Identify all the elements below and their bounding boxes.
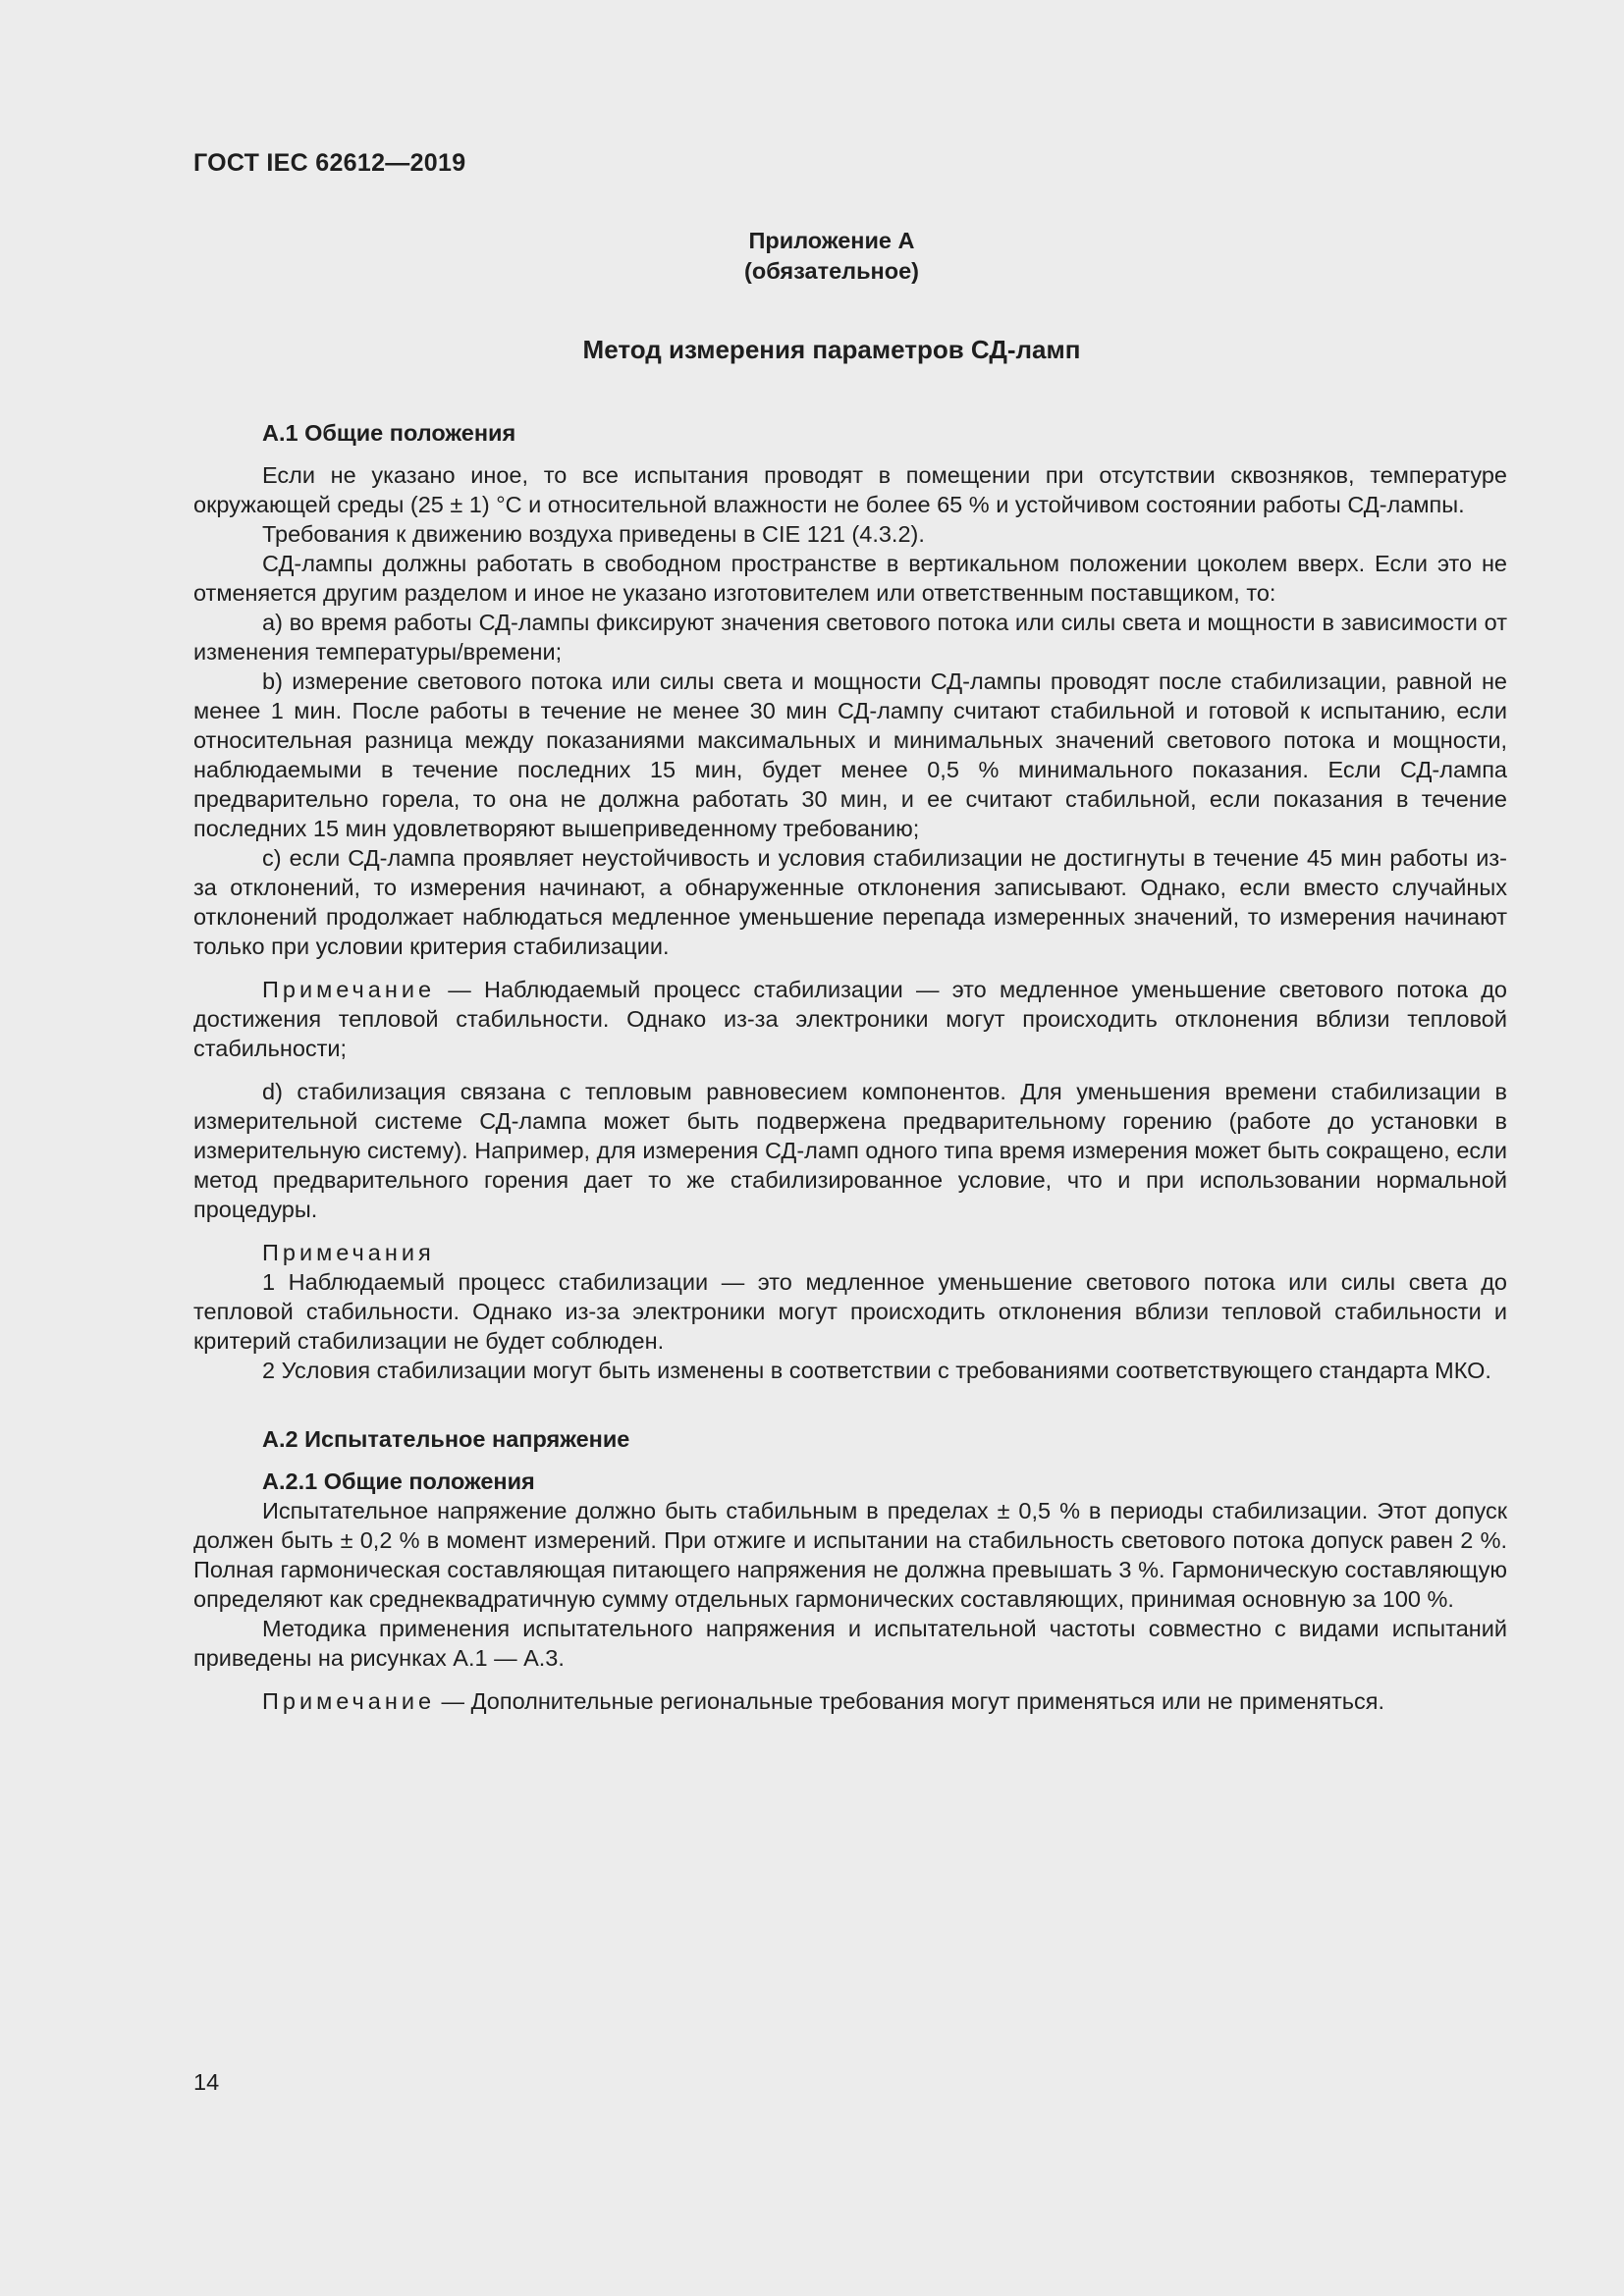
annex-status: (обязательное)	[744, 258, 919, 284]
list-item-d: d) стабилизация связана с тепловым равновесием компонентов. Для уменьшения времени стабилизации в измерительной системе СД-лампа может быть подвержена предварительному горению (работе до установки в измерительную систему). Например, для измерения СД-ламп одного типа время измерения может быть сокращено, если метод предварительного горения дает то же стабилизированное условие, что и при использовании нормальной процедуры.	[193, 1079, 1507, 1222]
note-1: 1 Наблюдаемый процесс стабилизации — это медленное уменьшение светового потока или силы света до тепловой стабильности. Однако из-за электроники могут происходить отклонения вблизи тепловой стабильности и критерий стабилизации не будет соблюден.	[193, 1269, 1507, 1354]
section-a2-heading: А.2 Испытательное напряжение	[262, 1426, 630, 1452]
page-number: 14	[193, 2069, 220, 2095]
method-title: Метод измерения параметров СД-ламп	[582, 335, 1081, 364]
list-item-c: c) если СД-лампа проявляет неустойчивость и условия стабилизации не достигнуты в течение 45 мин работы из-за отклонений, то измерения начинают, а обнаруженные отклонения записывают. Однако, если вместо случайных отклонений продолжает наблюдаться медленное уменьшение перепада измеренных значений, то измерения начинают только при условии критерия стабилизации.	[193, 845, 1507, 959]
note	[193, 1686, 1507, 1716]
note-label: Примечание	[262, 977, 436, 1002]
annex-heading	[0, 226, 1624, 287]
list-item-a: а) во время работы СД-лампы фиксируют значения светового потока или силы света и мощности в зависимости от изменения температуры/времени;	[193, 610, 1507, 665]
list-item-b: b) измерение светового потока или силы света и мощности СД-лампы проводят после стабилизации, равной не менее 1 мин. После работы в течение не менее 30 мин СД-лампу считают стабильной и готовой к испытанию, если относительная разница между показаниями максимальных и минимальных значений светового потока и мощности, наблюдаемыми в течение последних 15 мин, будет менее 0,5 % минимального показания. Если СД-лампа предварительно горела, то она не должна работать 30 мин, и ее считают стабильной, если показания в течение последних 15 мин удовлетворяют вышеприведенному требованию;	[193, 668, 1507, 841]
section-a21-heading: А.2.1 Общие положения	[262, 1468, 535, 1494]
note-2: 2 Условия стабилизации могут быть изменены в соответствии с требованиями соответствующего стандарта МКО.	[262, 1358, 1491, 1383]
standard-designation: ГОСТ IEC 62612—2019	[193, 149, 466, 177]
paragraph: Испытательное напряжение должно быть стабильным в пределах ± 0,5 % в периоды стабилизации. Этот допуск должен быть ± 0,2 % в момент измерений. При отжиге и испытании на стабильность светового потока допуск равен 2 %. Полная гармоническая составляющая питающего напряжения не должна превышать 3 %. Гармоническую составляющую определяют как среднеквадратичную сумму отдельных гармонических составляющих, принимая основную за 100 %.	[193, 1498, 1507, 1612]
notes-label: Примечания	[262, 1240, 435, 1265]
note-text: — Дополнительные региональные требования могут применяться или не применяться.	[435, 1688, 1384, 1714]
note-text: — Наблюдаемый процесс стабилизации — это медленное уменьшение светового потока до достижения тепловой стабильности. Однако из-за электроники могут происходить отклонения вблизи тепловой стабильности;	[193, 977, 1507, 1061]
paragraph: Требования к движению воздуха приведены в CIE 121 (4.3.2).	[262, 521, 925, 547]
paragraph: СД-лампы должны работать в свободном пространстве в вертикальном положении цоколем вверх. Если это не отменяется другим разделом и иное не указано изготовителем или ответственным поставщиком, то:	[193, 551, 1507, 606]
section-a1-heading: А.1 Общие положения	[262, 420, 516, 446]
paragraph: Методика применения испытательного напряжения и испытательной частоты совместно с видами испытаний приведены на рисунках А.1 — А.3.	[193, 1616, 1507, 1671]
paragraph: Если не указано иное, то все испытания проводят в помещении при отсутствии сквозняков, температуре окружающей среды (25 ± 1) °С и относительной влажности не более 65 % и устойчивом состоянии работы СД-лампы.	[193, 462, 1507, 517]
document-body	[193, 418, 1507, 1716]
note-label: Примечание	[262, 1688, 436, 1714]
annex-title: Приложение А	[748, 228, 915, 253]
note	[193, 975, 1507, 1063]
